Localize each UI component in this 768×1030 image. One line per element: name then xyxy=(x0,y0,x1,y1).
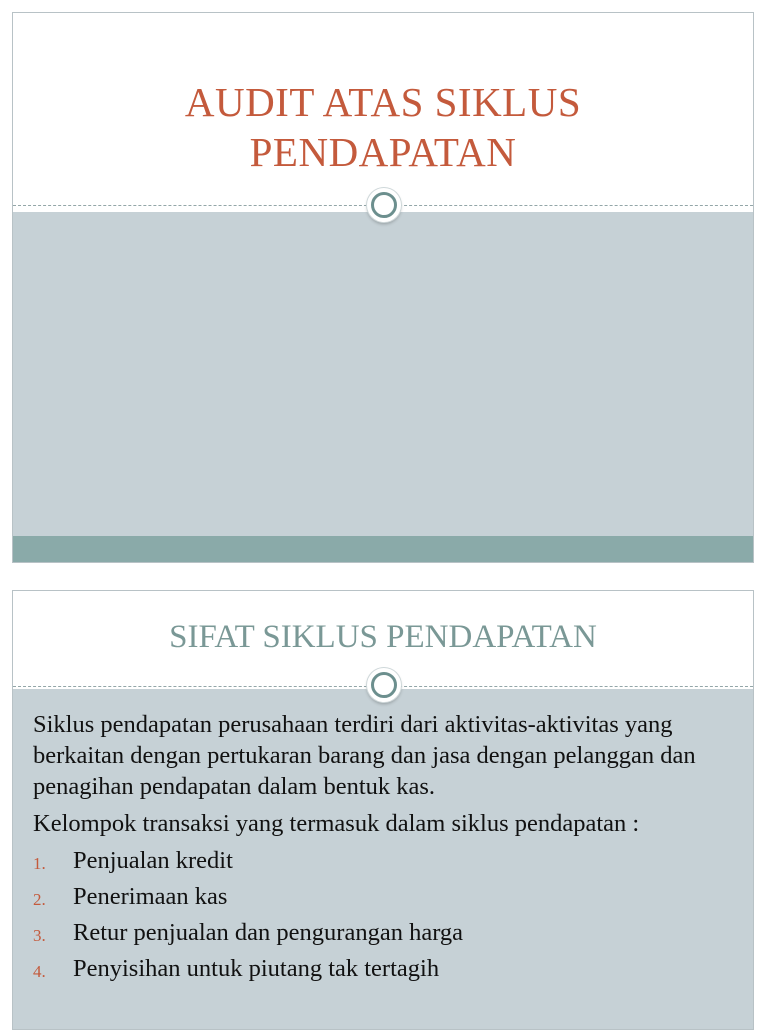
slide-content xyxy=(12,590,754,1030)
list-item xyxy=(33,917,738,948)
slide-title-heading xyxy=(13,77,753,177)
title-line-1: AUDIT ATAS SIKLUS xyxy=(184,79,582,125)
list-number: 3. xyxy=(33,926,46,945)
transaction-list xyxy=(33,845,738,984)
list-item-text: Penyisihan untuk piutang tak tertagih xyxy=(73,955,440,982)
list-item xyxy=(33,881,738,912)
slide-heading: SIFAT SIKLUS PENDAPATAN xyxy=(169,619,597,655)
slide-header xyxy=(13,13,753,206)
circle-ornament-icon xyxy=(367,188,401,222)
list-number: 2. xyxy=(33,890,46,909)
slide-body xyxy=(13,212,753,538)
paragraph-transaction-groups: Kelompok transaksi yang termasuk dalam siklus pendapatan : xyxy=(33,810,640,837)
list-item-text: Retur penjualan dan pengurangan harga xyxy=(73,919,464,946)
list-item xyxy=(33,953,738,984)
paragraph-definition: Siklus pendapatan perusahaan terdiri dari aktivitas-aktivitas yang berkaitan dengan pertukaran barang dan jasa dengan pelanggan dan penagihan pendapatan dalam bentuk kas. xyxy=(33,711,696,800)
list-number: 4. xyxy=(33,962,46,981)
list-item-text: Penjualan kredit xyxy=(73,847,233,874)
list-item xyxy=(33,845,738,876)
slide-title xyxy=(12,12,754,563)
list-item-text: Penerimaan kas xyxy=(73,883,228,910)
title-line-2: PENDAPATAN xyxy=(249,129,517,175)
footer-bar xyxy=(13,536,753,562)
slide-content-text xyxy=(33,709,738,989)
circle-ornament-icon xyxy=(367,668,401,702)
list-number: 1. xyxy=(33,854,46,873)
